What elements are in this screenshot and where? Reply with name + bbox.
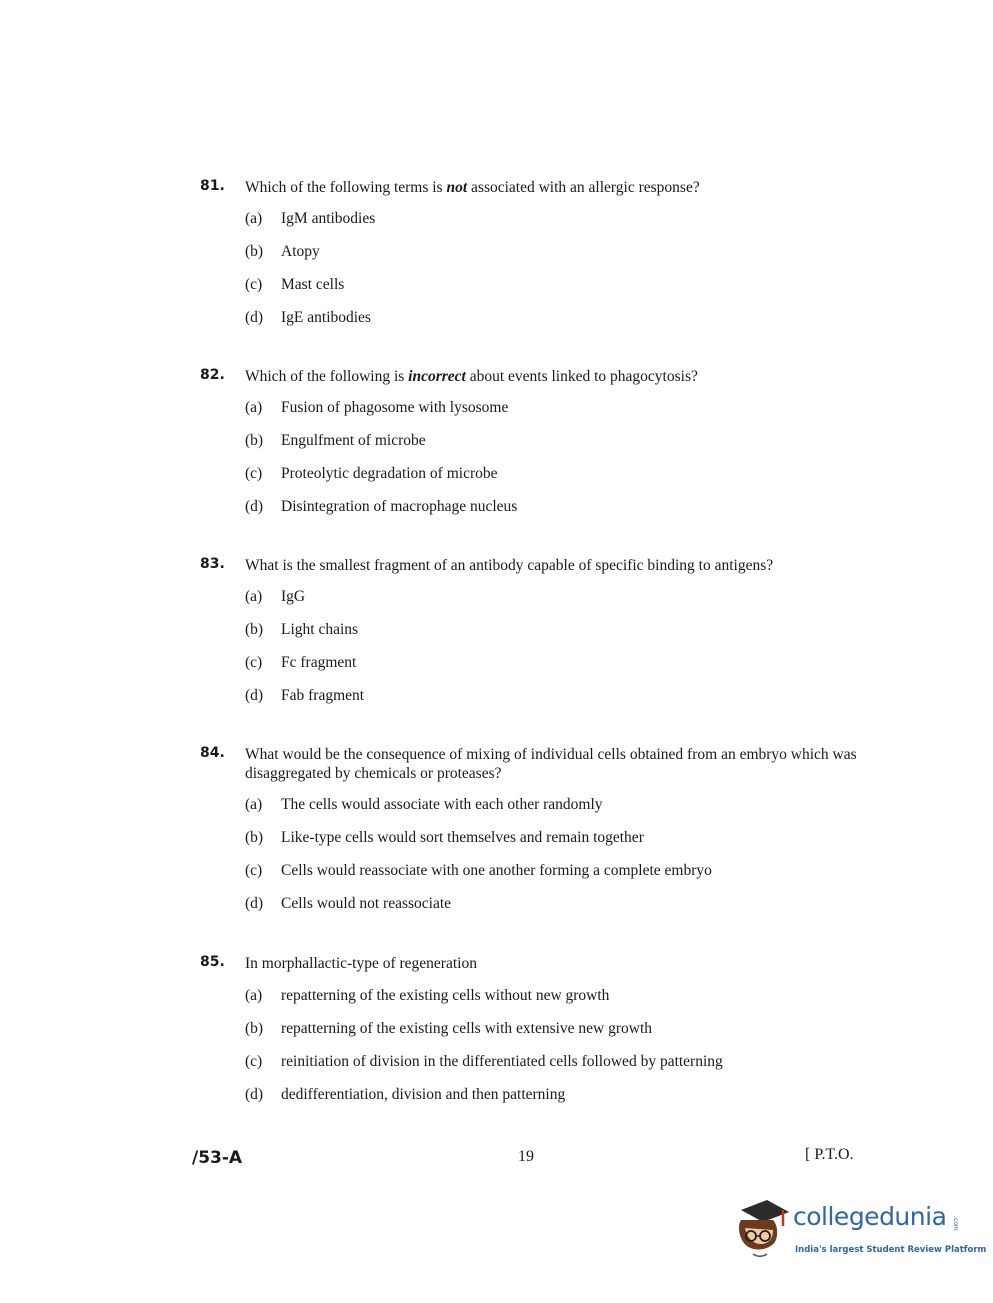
logo-wordmark: collegedunia xyxy=(793,1202,947,1231)
collegedunia-logo xyxy=(733,1196,987,1266)
question-text: Which of the following is incorrect about events linked to phagocytosis? xyxy=(245,368,698,385)
emphasis-word: incorrect xyxy=(408,368,466,385)
question-number: 82. xyxy=(200,367,225,383)
question-text: In morphallactic-type of regeneration xyxy=(245,955,477,972)
question-text: What is the smallest fragment of an antibody capable of specific binding to antigens? xyxy=(245,557,774,574)
question-text: Which of the following terms is not associated with an allergic response? xyxy=(245,179,700,196)
logo-tagline: India's largest Student Review Platform xyxy=(795,1245,987,1255)
question-number: 81. xyxy=(200,178,225,194)
emphasis-word: not xyxy=(446,179,468,196)
question-number: 83. xyxy=(200,556,225,572)
please-turn-over: [ P.T.O. xyxy=(805,1146,854,1163)
mascot-icon xyxy=(733,1196,791,1258)
question-number: 84. xyxy=(200,745,225,761)
logo-domain: .com xyxy=(952,1216,959,1231)
page-number: 19 xyxy=(518,1148,534,1165)
question-number: 85. xyxy=(200,954,225,970)
paper-code: /53-A xyxy=(192,1148,243,1168)
question-text: What would be the consequence of mixing of individual cells obtained from an embryo which was disaggregated by chemicals or proteases? xyxy=(245,746,857,782)
